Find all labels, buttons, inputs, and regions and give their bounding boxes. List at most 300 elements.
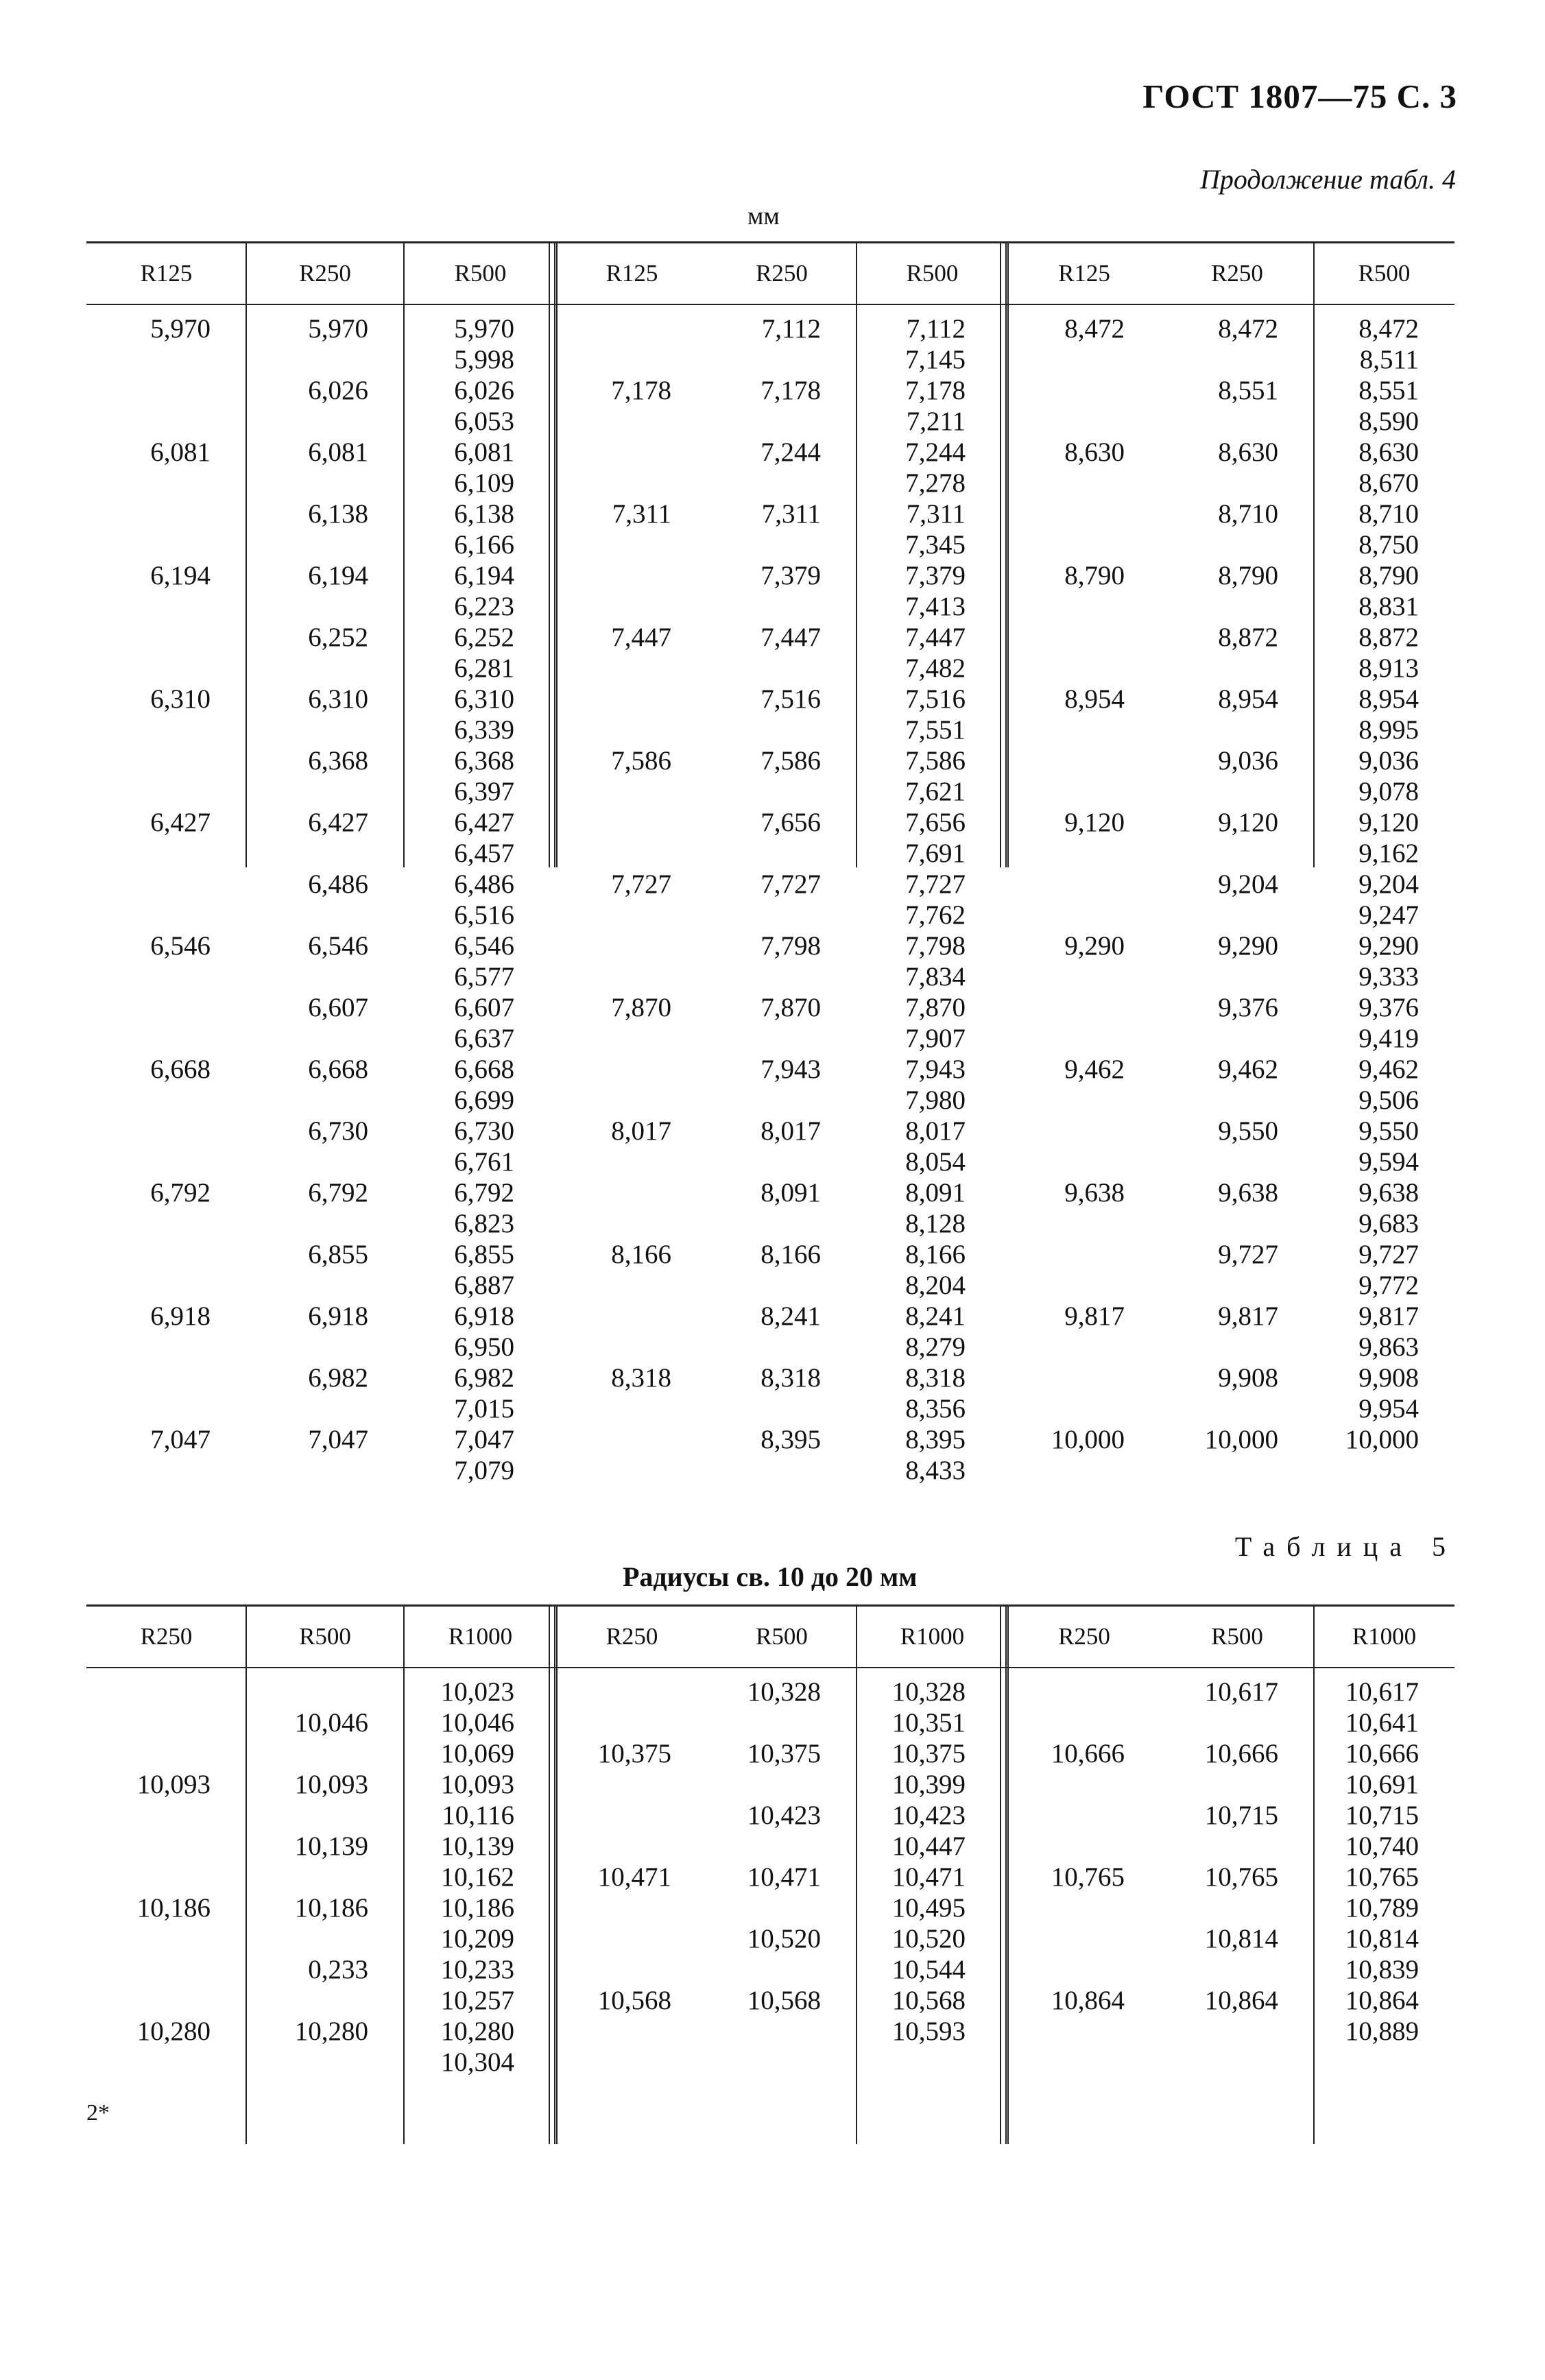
table-cell: 6,194 [454, 561, 514, 590]
page-footnote: 2* [86, 2100, 110, 2126]
table-cell: 6,427 [454, 808, 514, 837]
column-header: R500 [756, 1623, 808, 1650]
table-cell: 7,798 [905, 931, 966, 961]
table-cell: 7,656 [905, 808, 966, 837]
table-cell: 8,017 [760, 1116, 821, 1146]
table-cell: 6,310 [308, 684, 368, 714]
table-4-header [86, 243, 1454, 305]
table-cell: 7,943 [760, 1055, 821, 1084]
table-cell: 8,790 [1358, 561, 1419, 590]
table-cell: 6,081 [308, 437, 368, 467]
table-cell: 6,310 [150, 684, 211, 714]
table-cell: 7,112 [761, 314, 821, 344]
table-cell: 10,666 [1051, 1739, 1125, 1768]
table-cell: 10,765 [1051, 1862, 1125, 1892]
table-cell: 8,054 [905, 1147, 966, 1177]
table-cell: 7,727 [760, 869, 821, 899]
table-cell: 9,727 [1358, 1240, 1419, 1269]
table-cell: 7,980 [905, 1085, 966, 1115]
table-cell: 6,918 [150, 1301, 211, 1331]
table-cell: 6,730 [454, 1116, 514, 1146]
table-cell: 9,727 [1218, 1240, 1278, 1269]
table-cell: 9,162 [1358, 839, 1419, 868]
table-cell: 10,093 [294, 1770, 368, 1799]
column-header: R250 [1058, 1623, 1110, 1650]
table-cell: 10,423 [747, 1801, 821, 1830]
table-cell: 7,586 [905, 746, 966, 776]
table-cell: 8,241 [905, 1301, 966, 1331]
table-cell: 7,178 [905, 376, 966, 405]
table-cell: 7,621 [905, 777, 966, 806]
table-cell: 8,472 [1064, 314, 1125, 344]
table-cell: 10,666 [1345, 1739, 1419, 1768]
table-cell: 7,762 [905, 900, 966, 930]
table-cell: 10,375 [597, 1739, 671, 1768]
table-4 [86, 241, 1454, 1485]
table-cell: 6,252 [308, 623, 368, 652]
table-cell: 8,710 [1218, 499, 1278, 529]
column-header: R500 [454, 260, 507, 287]
table-cell: 8,091 [905, 1178, 966, 1207]
table-cell: 10,864 [1051, 1986, 1125, 2015]
table-cell: 6,457 [454, 839, 514, 868]
table-cell: 6,761 [454, 1147, 514, 1177]
table-cell: 8,954 [1358, 684, 1419, 714]
column-divider [556, 305, 558, 867]
table-cell: 7,727 [905, 869, 966, 899]
table-cell: 10,257 [440, 1986, 514, 2015]
table-cell: 5,970 [454, 314, 514, 344]
table-cell: 7,311 [761, 499, 821, 529]
table-cell: 9,817 [1358, 1301, 1419, 1331]
table-cell: 10,000 [1345, 1425, 1419, 1454]
table-cell: 10,889 [1345, 2017, 1419, 2046]
table-cell: 8,790 [1218, 561, 1278, 590]
table-cell: 5,970 [308, 314, 368, 344]
table-cell: 9,863 [1358, 1332, 1419, 1362]
table-cell: 10,691 [1345, 1770, 1419, 1799]
table-cell: 10,328 [747, 1677, 821, 1707]
table-cell: 10,568 [597, 1986, 671, 2015]
table-cell: 6,486 [308, 869, 368, 899]
column-divider [1313, 305, 1315, 867]
table-cell: 7,870 [760, 993, 821, 1022]
table-cell: 8,318 [905, 1363, 966, 1393]
table-cell: 7,870 [611, 993, 671, 1022]
table-cell: 6,792 [150, 1178, 211, 1207]
table-cell: 7,516 [905, 684, 966, 714]
table-cell: 10,046 [440, 1708, 514, 1738]
column-divider [245, 305, 247, 867]
table-cell: 6,053 [454, 407, 514, 436]
table-4-body [86, 305, 1454, 1485]
column-divider [1313, 1668, 1315, 2144]
table-cell: 6,397 [454, 777, 514, 806]
table-cell: 7,586 [611, 746, 671, 776]
table-cell: 9,908 [1218, 1363, 1278, 1393]
table-cell: 10,765 [1204, 1862, 1278, 1892]
table-cell: 10,046 [294, 1708, 368, 1738]
table-cell: 7,311 [612, 499, 671, 529]
table-cell: 8,790 [1064, 561, 1125, 590]
table-cell: 6,026 [454, 376, 514, 405]
table-cell: 6,855 [308, 1240, 368, 1269]
table-continuation-label: Продолжение табл. 4 [1199, 164, 1456, 195]
table-cell: 7,834 [905, 962, 966, 991]
table-cell: 7,447 [611, 623, 671, 652]
table-cell: 8,166 [760, 1240, 821, 1269]
table-cell: 6,339 [454, 715, 514, 745]
table-cell: 9,376 [1218, 993, 1278, 1022]
table-cell: 10,740 [1345, 1831, 1419, 1861]
table-cell: 7,516 [760, 684, 821, 714]
table-cell: 7,727 [611, 869, 671, 899]
table-cell: 10,471 [747, 1862, 821, 1892]
table-cell: 7,178 [760, 376, 821, 405]
table-cell: 8,241 [760, 1301, 821, 1331]
table-cell: 9,204 [1358, 869, 1419, 899]
table-cell: 5,998 [454, 345, 514, 374]
table-cell: 6,577 [454, 962, 514, 991]
table-cell: 10,765 [1345, 1862, 1419, 1892]
table-cell: 10,116 [442, 1801, 514, 1830]
table-cell: 7,112 [906, 314, 966, 344]
table-cell: 10,000 [1051, 1425, 1125, 1454]
table-cell: 10,593 [891, 2017, 966, 2046]
table-cell: 10,280 [294, 2017, 368, 2046]
table-cell: 8,511 [1359, 345, 1419, 374]
page-header: ГОСТ 1807—75 С. 3 [1142, 77, 1457, 115]
column-divider [856, 305, 857, 867]
table-cell: 6,427 [308, 808, 368, 837]
table-cell: 10,715 [1345, 1801, 1419, 1830]
table-cell: 10,093 [136, 1770, 211, 1799]
table-cell: 6,792 [308, 1178, 368, 1207]
table-cell: 10,069 [440, 1739, 514, 1768]
table-cell: 7,691 [905, 839, 966, 868]
table-cell: 6,026 [308, 376, 368, 405]
table-cell: 10,399 [891, 1770, 966, 1799]
table-cell: 9,772 [1358, 1271, 1419, 1300]
table-cell: 10,617 [1204, 1677, 1278, 1707]
table-cell: 7,907 [905, 1024, 966, 1053]
table-cell: 8,318 [611, 1363, 671, 1393]
table-cell: 10,447 [891, 1831, 966, 1861]
table-cell: 8,356 [905, 1394, 966, 1423]
table-cell: 7,047 [150, 1425, 211, 1454]
table-cell: 6,546 [308, 931, 368, 961]
table-cell: 9,908 [1358, 1363, 1419, 1393]
table-cell: 10,864 [1204, 1986, 1278, 2015]
table-cell: 8,995 [1358, 715, 1419, 745]
table-cell: 9,290 [1358, 931, 1419, 961]
table-cell: 9,550 [1358, 1116, 1419, 1146]
table-cell: 10,000 [1204, 1425, 1278, 1454]
table-cell: 10,139 [440, 1831, 514, 1861]
table-cell: 7,943 [905, 1055, 966, 1084]
column-divider [403, 305, 405, 867]
table-cell: 9,462 [1358, 1055, 1419, 1084]
column-divider [556, 1668, 558, 2144]
unit-label: мм [747, 202, 780, 230]
table-cell: 6,918 [308, 1301, 368, 1331]
table-cell: 6,138 [308, 499, 368, 529]
table-cell: 7,345 [905, 530, 966, 560]
table-cell: 10,789 [1345, 1893, 1419, 1923]
table-cell: 6,607 [454, 993, 514, 1022]
table-cell: 9,638 [1218, 1178, 1278, 1207]
table-cell: 10,471 [597, 1862, 671, 1892]
table-cell: 6,637 [454, 1024, 514, 1053]
table-cell: 9,594 [1358, 1147, 1419, 1177]
table-cell: 10,641 [1345, 1708, 1419, 1738]
table-cell: 6,081 [454, 437, 514, 467]
table-cell: 8,954 [1218, 684, 1278, 714]
table-cell: 7,079 [454, 1456, 514, 1485]
table-cell: 6,138 [454, 499, 514, 529]
table-cell: 9,817 [1218, 1301, 1278, 1331]
table-cell: 9,247 [1358, 900, 1419, 930]
table-cell: 10,666 [1204, 1739, 1278, 1768]
table-cell: 6,486 [454, 869, 514, 899]
table-cell: 6,281 [454, 653, 514, 683]
table-cell: 6,668 [454, 1055, 514, 1084]
table-cell: 9,120 [1358, 808, 1419, 837]
table-5-body [86, 1668, 1454, 2144]
table-cell: 8,017 [611, 1116, 671, 1146]
table-cell: 7,145 [905, 345, 966, 374]
table-cell: 0,233 [308, 1955, 368, 1984]
table-cell: 10,471 [891, 1862, 966, 1892]
table-cell: 9,376 [1358, 993, 1419, 1022]
table-cell: 6,368 [454, 746, 514, 776]
table-cell: 9,036 [1218, 746, 1278, 776]
column-header: R250 [756, 260, 808, 287]
table-cell: 7,551 [905, 715, 966, 745]
table-cell: 6,668 [308, 1055, 368, 1084]
table-cell: 7,447 [905, 623, 966, 652]
table-cell: 6,223 [454, 592, 514, 621]
table-5 [86, 1604, 1454, 2144]
table-cell: 7,244 [905, 437, 966, 467]
table-cell: 10,351 [891, 1708, 966, 1738]
table-cell: 10,375 [891, 1739, 966, 1768]
table-cell: 10,520 [891, 1924, 966, 1954]
table-cell: 8,630 [1218, 437, 1278, 467]
table-cell: 6,730 [308, 1116, 368, 1146]
table-cell: 8,551 [1358, 376, 1419, 405]
table-cell: 7,656 [760, 808, 821, 837]
table-cell: 10,233 [440, 1955, 514, 1984]
table-cell: 6,427 [150, 808, 211, 837]
table-cell: 7,244 [760, 437, 821, 467]
column-divider [1007, 1668, 1009, 2144]
table-cell: 6,792 [454, 1178, 514, 1207]
table-cell: 8,017 [905, 1116, 966, 1146]
table-cell: 10,186 [440, 1893, 514, 1923]
table-cell: 10,162 [440, 1862, 514, 1892]
table-cell: 10,715 [1204, 1801, 1278, 1830]
column-header: R250 [140, 1623, 193, 1650]
column-header: R125 [1058, 260, 1110, 287]
table-cell: 8,166 [905, 1240, 966, 1269]
table-cell: 7,278 [905, 468, 966, 498]
table-cell: 5,970 [150, 314, 211, 344]
table-cell: 8,279 [905, 1332, 966, 1362]
table-cell: 8,710 [1358, 499, 1419, 529]
table-cell: 7,379 [760, 561, 821, 590]
table-cell: 7,311 [906, 499, 966, 529]
table-cell: 10,304 [440, 2047, 514, 2077]
table-cell: 6,546 [150, 931, 211, 961]
table-cell: 9,120 [1064, 808, 1125, 837]
column-divider [403, 1668, 405, 2144]
table-cell: 9,290 [1064, 931, 1125, 961]
table-cell: 6,950 [454, 1332, 514, 1362]
table-cell: 10,423 [891, 1801, 966, 1830]
table-cell: 8,750 [1358, 530, 1419, 560]
table-cell: 8,395 [905, 1425, 966, 1454]
table-cell: 10,814 [1204, 1924, 1278, 1954]
column-divider [245, 1668, 247, 2144]
table-cell: 8,091 [760, 1178, 821, 1207]
table-cell: 8,472 [1358, 314, 1419, 344]
table-cell: 6,607 [308, 993, 368, 1022]
table-cell: 6,887 [454, 1271, 514, 1300]
table-cell: 6,699 [454, 1085, 514, 1115]
table-cell: 9,333 [1358, 962, 1419, 991]
column-group-divider [1000, 1668, 1007, 2144]
table-cell: 8,166 [611, 1240, 671, 1269]
table-cell: 6,982 [308, 1363, 368, 1393]
column-header: R500 [1358, 260, 1411, 287]
table-cell: 10,814 [1345, 1924, 1419, 1954]
table-cell: 8,913 [1358, 653, 1419, 683]
table-cell: 7,870 [905, 993, 966, 1022]
table-cell: 8,472 [1218, 314, 1278, 344]
table-cell: 7,447 [760, 623, 821, 652]
table-cell: 6,310 [454, 684, 514, 714]
table-cell: 10,139 [294, 1831, 368, 1861]
table-cell: 6,918 [454, 1301, 514, 1331]
table-cell: 6,823 [454, 1209, 514, 1238]
table-cell: 8,128 [905, 1209, 966, 1238]
table-cell: 6,081 [150, 437, 211, 467]
table-5-caption: Радиусы св. 10 до 20 мм [623, 1561, 918, 1592]
table-cell: 6,516 [454, 900, 514, 930]
table-cell: 9,954 [1358, 1394, 1419, 1423]
table-cell: 7,047 [454, 1425, 514, 1454]
table-cell: 8,831 [1358, 592, 1419, 621]
column-header: R125 [140, 260, 193, 287]
column-header: R1000 [900, 1623, 965, 1650]
table-cell: 10,280 [136, 2017, 211, 2046]
table-cell: 8,954 [1064, 684, 1125, 714]
column-group-divider [549, 1668, 555, 2144]
table-cell: 7,586 [760, 746, 821, 776]
table-cell: 7,047 [308, 1425, 368, 1454]
table-cell: 10,839 [1345, 1955, 1419, 1984]
table-cell: 9,290 [1218, 931, 1278, 961]
table-cell: 9,462 [1218, 1055, 1278, 1084]
column-divider [856, 1668, 857, 2144]
table-cell: 7,015 [454, 1394, 514, 1423]
table-cell: 9,683 [1358, 1209, 1419, 1238]
table-cell: 10,093 [440, 1770, 514, 1799]
table-cell: 9,204 [1218, 869, 1278, 899]
table-cell: 8,551 [1218, 376, 1278, 405]
column-header: R250 [1211, 260, 1263, 287]
table-5-header [86, 1607, 1454, 1668]
table-cell: 10,375 [747, 1739, 821, 1768]
table-5-label: Таблица 5 [1234, 1531, 1457, 1562]
table-cell: 9,120 [1218, 808, 1278, 837]
column-group-divider [1000, 305, 1007, 867]
table-cell: 6,855 [454, 1240, 514, 1269]
table-cell: 9,506 [1358, 1085, 1419, 1115]
table-cell: 6,982 [454, 1363, 514, 1393]
table-cell: 10,186 [136, 1893, 211, 1923]
table-cell: 10,495 [891, 1893, 966, 1923]
column-header: R250 [299, 260, 351, 287]
table-cell: 10,186 [294, 1893, 368, 1923]
table-cell: 10,544 [891, 1955, 966, 1984]
column-header: R125 [606, 260, 658, 287]
table-cell: 8,872 [1358, 623, 1419, 652]
table-cell: 7,178 [611, 376, 671, 405]
column-group-divider [549, 305, 555, 867]
table-cell: 8,590 [1358, 407, 1419, 436]
table-cell: 8,872 [1218, 623, 1278, 652]
table-cell: 8,630 [1358, 437, 1419, 467]
table-cell: 10,520 [747, 1924, 821, 1954]
table-cell: 6,252 [454, 623, 514, 652]
column-divider [1007, 305, 1009, 867]
table-cell: 10,023 [440, 1677, 514, 1707]
table-cell: 8,630 [1064, 437, 1125, 467]
table-cell: 10,280 [440, 2017, 514, 2046]
table-cell: 10,328 [891, 1677, 966, 1707]
table-cell: 10,617 [1345, 1677, 1419, 1707]
table-cell: 10,864 [1345, 1986, 1419, 2015]
table-cell: 9,550 [1218, 1116, 1278, 1146]
column-header: R250 [606, 1623, 658, 1650]
table-cell: 8,395 [760, 1425, 821, 1454]
column-header: R500 [906, 260, 959, 287]
table-cell: 9,817 [1064, 1301, 1125, 1331]
table-cell: 10,568 [747, 1986, 821, 2015]
table-cell: 9,419 [1358, 1024, 1419, 1053]
table-cell: 8,318 [760, 1363, 821, 1393]
table-cell: 6,194 [308, 561, 368, 590]
table-cell: 6,109 [454, 468, 514, 498]
table-cell: 6,546 [454, 931, 514, 961]
table-cell: 8,204 [905, 1271, 966, 1300]
table-cell: 6,668 [150, 1055, 211, 1084]
table-cell: 7,413 [905, 592, 966, 621]
column-header: R1000 [448, 1623, 513, 1650]
table-cell: 10,568 [891, 1986, 966, 2015]
table-cell: 7,482 [905, 653, 966, 683]
table-cell: 7,798 [760, 931, 821, 961]
table-cell: 8,433 [905, 1456, 966, 1485]
table-cell: 6,368 [308, 746, 368, 776]
table-cell: 9,462 [1064, 1055, 1125, 1084]
table-cell: 9,078 [1358, 777, 1419, 806]
table-cell: 6,166 [454, 530, 514, 560]
table-cell: 7,211 [906, 407, 966, 436]
table-cell: 8,670 [1358, 468, 1419, 498]
